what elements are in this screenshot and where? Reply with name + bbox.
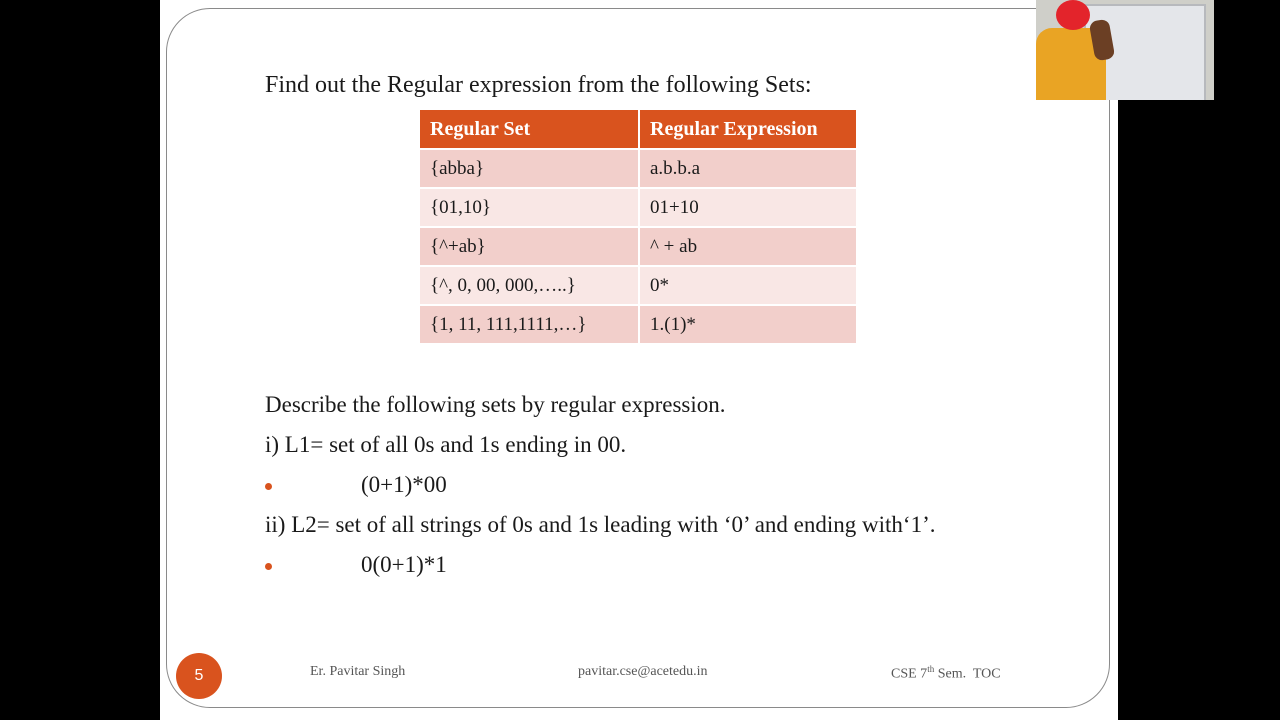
table-cell-set: {abba} (420, 149, 639, 188)
table-header-row (420, 110, 857, 149)
table-row (420, 266, 857, 305)
slide-title: Find out the Regular expression from the following Sets: (265, 72, 812, 98)
table-cell-set: {^, 0, 00, 000,…..} (420, 266, 639, 305)
footer-email: pavitar.cse@acetedu.in (578, 664, 708, 679)
table-row (420, 188, 857, 227)
table-cell-expression: a.b.b.a (639, 149, 857, 188)
header-regular-expression: Regular Expression (639, 110, 857, 149)
table-row (420, 149, 857, 188)
slide (160, 0, 1118, 720)
footer-course-sup: th (927, 664, 935, 674)
footer-course-prefix: CSE 7 (891, 666, 928, 682)
table-cell-expression: 01+10 (639, 188, 857, 227)
bullet-dot-icon (265, 483, 272, 490)
table-cell-expression: 1.(1)* (639, 305, 857, 343)
answer-2: 0(0+1)*1 (361, 552, 447, 577)
table-row (420, 305, 857, 343)
header-regular-set: Regular Set (420, 110, 639, 149)
table-cell-set: {01,10} (420, 188, 639, 227)
page-number: 5 (176, 653, 222, 699)
describe-heading: Describe the following sets by regular expression. (265, 392, 726, 417)
table-row (420, 227, 857, 266)
bullet-dot-icon (265, 563, 272, 570)
question-2: ii) L2= set of all strings of 0s and 1s leading with ‘0’ and ending with‘1’. (265, 512, 936, 537)
footer-course-suffix: Sem. TOC (934, 666, 1001, 682)
footer-course (891, 664, 1001, 683)
answer-1: (0+1)*00 (361, 472, 447, 497)
table-cell-expression: ^ + ab (639, 227, 857, 266)
regular-set-table (420, 110, 858, 343)
webcam-overlay (1036, 0, 1214, 100)
footer-author: Er. Pavitar Singh (310, 664, 406, 679)
presenter-head-image (1056, 0, 1090, 30)
table-cell-set: {^+ab} (420, 227, 639, 266)
table-cell-expression: 0* (639, 266, 857, 305)
table-cell-set: {1, 11, 111,1111,…} (420, 305, 639, 343)
question-1: i) L1= set of all 0s and 1s ending in 00. (265, 432, 627, 457)
